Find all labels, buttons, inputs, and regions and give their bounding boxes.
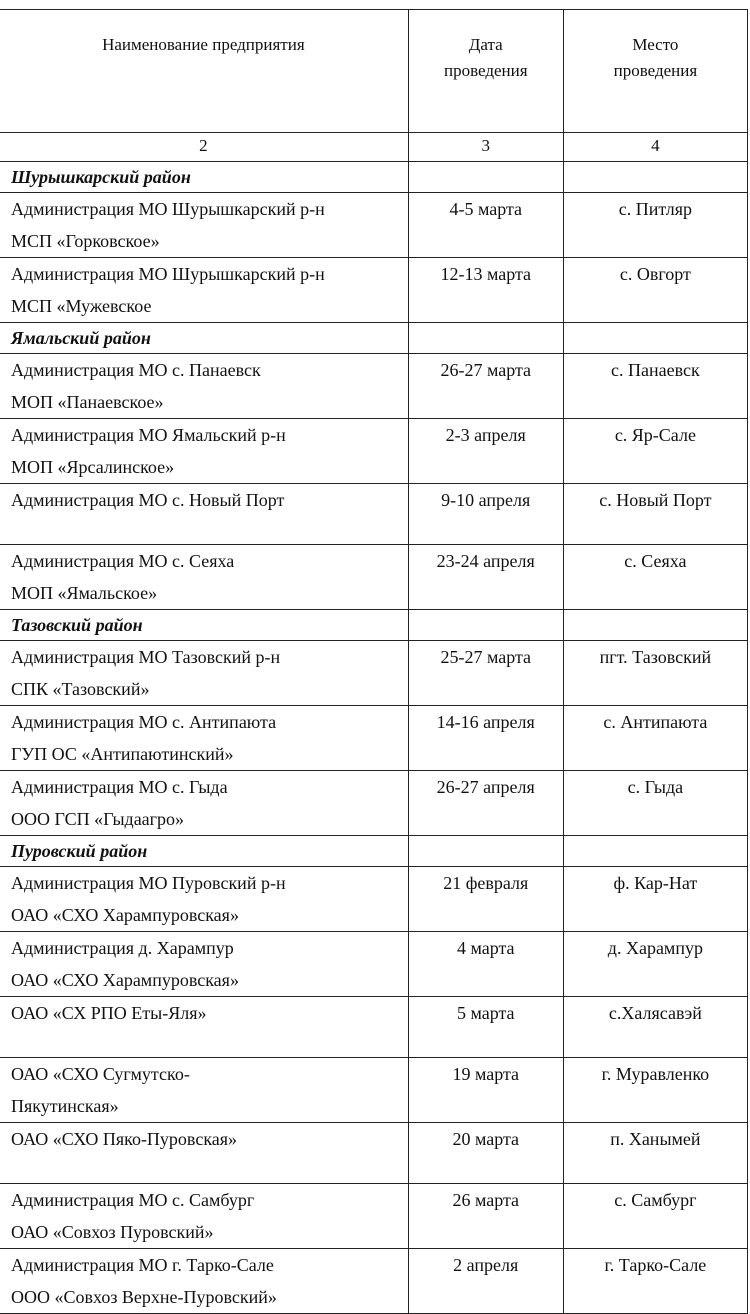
enterprise-name [0,706,408,771]
table-row [0,545,748,610]
enterprise-name [0,932,408,997]
enterprise-line: ОАО «СХО Харампуровская» [11,970,239,990]
enterprise-line: Администрация МО с. Самбург [11,1190,255,1210]
table-row [0,258,748,323]
enterprise-line: Администрация МО Ямальский р-н [11,425,286,445]
event-date: 26-27 марта [408,354,563,419]
event-place: г. Муравленко [563,1058,747,1123]
event-date: 26 марта [408,1184,563,1249]
enterprise-name [0,867,408,932]
event-date: 14-16 апреля [408,706,563,771]
event-place: с. Сеяха [563,545,747,610]
event-date: 4 марта [408,932,563,997]
event-place: п. Ханымей [563,1123,747,1184]
enterprise-name [0,1249,408,1314]
enterprise-name [0,1123,408,1184]
enterprise-line: Администрация д. Харампур [11,938,234,958]
event-place: с. Овгорт [563,258,747,323]
event-place: с. Питляр [563,193,747,258]
section-title: Тазовский район [0,610,408,641]
enterprise-line: Администрация МО Пуровский р-н [11,873,286,893]
section-title: Ямальский район [0,323,408,354]
event-date: 21 февраля [408,867,563,932]
event-date: 19 марта [408,1058,563,1123]
enterprise-line: МСП «Горковское» [11,231,160,251]
header-date: Дата проведения [408,10,563,133]
enterprise-line: Администрация МО с. Сеяха [11,551,235,571]
table-row [0,641,748,706]
event-date: 23-24 апреля [408,545,563,610]
section-empty-place [563,836,747,867]
enterprise-name [0,484,408,545]
enterprise-name [0,771,408,836]
header-row [0,10,748,133]
enterprise-line: ОАО «СХ РПО Еты-Яля» [11,1003,207,1023]
column-number: 3 [408,133,563,162]
event-date: 26-27 апреля [408,771,563,836]
event-date: 4-5 марта [408,193,563,258]
section-row [0,610,748,641]
table-row [0,1058,748,1123]
enterprise-line: СПК «Тазовский» [11,679,150,699]
section-empty-place [563,610,747,641]
section-title: Пуровский район [0,836,408,867]
enterprise-line: ООО ГСП «Гыдаагро» [11,809,185,829]
enterprise-name [0,641,408,706]
event-place: с. Антипаюта [563,706,747,771]
enterprise-line: Администрация МО Тазовский р-н [11,647,281,667]
enterprise-name [0,545,408,610]
table-row [0,867,748,932]
section-row [0,162,748,193]
event-date: 20 марта [408,1123,563,1184]
enterprise-line: ОАО «СХО Пяко-Пуровская» [11,1129,238,1149]
enterprise-name [0,1058,408,1123]
table-row [0,997,748,1058]
enterprise-line: ООО «Совхоз Верхне-Пуровский» [11,1287,277,1307]
table-row [0,932,748,997]
enterprise-name [0,354,408,419]
enterprise-line: Администрация МО г. Тарко-Сале [11,1255,274,1275]
enterprise-line: Администрация МО Шурышкарский р-н [11,264,325,284]
table-row [0,193,748,258]
schedule-table [0,9,748,1314]
enterprise-line: МОП «Ямальское» [11,583,158,603]
header-place: Место проведения [563,10,747,133]
column-number-row [0,133,748,162]
header-name: Наименование предприятия [0,10,408,133]
enterprise-name [0,193,408,258]
enterprise-line: Администрация МО с. Панаевск [11,360,261,380]
event-date: 2 апреля [408,1249,563,1314]
event-place: с. Панаевск [563,354,747,419]
event-place: д. Харампур [563,932,747,997]
section-empty-date [408,610,563,641]
enterprise-line: МОП «Ярсалинское» [11,457,175,477]
enterprise-line: ОАО «СХО Сугмутско- [11,1064,190,1084]
event-date: 9-10 апреля [408,484,563,545]
table-row [0,354,748,419]
table-row [0,1184,748,1249]
enterprise-line: МСП «Мужевское [11,296,152,316]
section-empty-date [408,162,563,193]
enterprise-name [0,997,408,1058]
schedule-table-body [0,10,748,1314]
enterprise-line: МОП «Панаевское» [11,392,164,412]
event-date: 25-27 марта [408,641,563,706]
event-date: 2-3 апреля [408,419,563,484]
table-row [0,771,748,836]
event-place: с.Халясавэй [563,997,747,1058]
section-empty-date [408,323,563,354]
enterprise-line: ГУП ОС «Антипаютинский» [11,744,234,764]
event-date: 12-13 марта [408,258,563,323]
enterprise-name [0,419,408,484]
table-row [0,1123,748,1184]
enterprise-line: Администрация МО с. Антипаюта [11,712,277,732]
event-place: с. Яр-Сале [563,419,747,484]
event-place: с. Гыда [563,771,747,836]
event-place: с. Самбург [563,1184,747,1249]
event-place: с. Новый Порт [563,484,747,545]
table-row [0,484,748,545]
event-place: пгт. Тазовский [563,641,747,706]
section-empty-place [563,323,747,354]
section-title: Шурышкарский район [0,162,408,193]
table-row [0,419,748,484]
enterprise-line: Администрация МО с. Новый Порт [11,490,285,510]
enterprise-line: Пякутинская» [11,1096,119,1116]
enterprise-line: ОАО «Совхоз Пуровский» [11,1222,214,1242]
table-row [0,706,748,771]
event-date: 5 марта [408,997,563,1058]
enterprise-line: ОАО «СХО Харампуровская» [11,905,239,925]
enterprise-name [0,1184,408,1249]
section-row [0,323,748,354]
enterprise-line: Администрация МО с. Гыда [11,777,228,797]
section-row [0,836,748,867]
enterprise-name [0,258,408,323]
enterprise-line: Администрация МО Шурышкарский р-н [11,199,325,219]
section-empty-date [408,836,563,867]
table-row [0,1249,748,1314]
event-place: ф. Кар-Нат [563,867,747,932]
section-empty-place [563,162,747,193]
column-number: 2 [0,133,408,162]
event-place: г. Тарко-Сале [563,1249,747,1314]
column-number: 4 [563,133,747,162]
